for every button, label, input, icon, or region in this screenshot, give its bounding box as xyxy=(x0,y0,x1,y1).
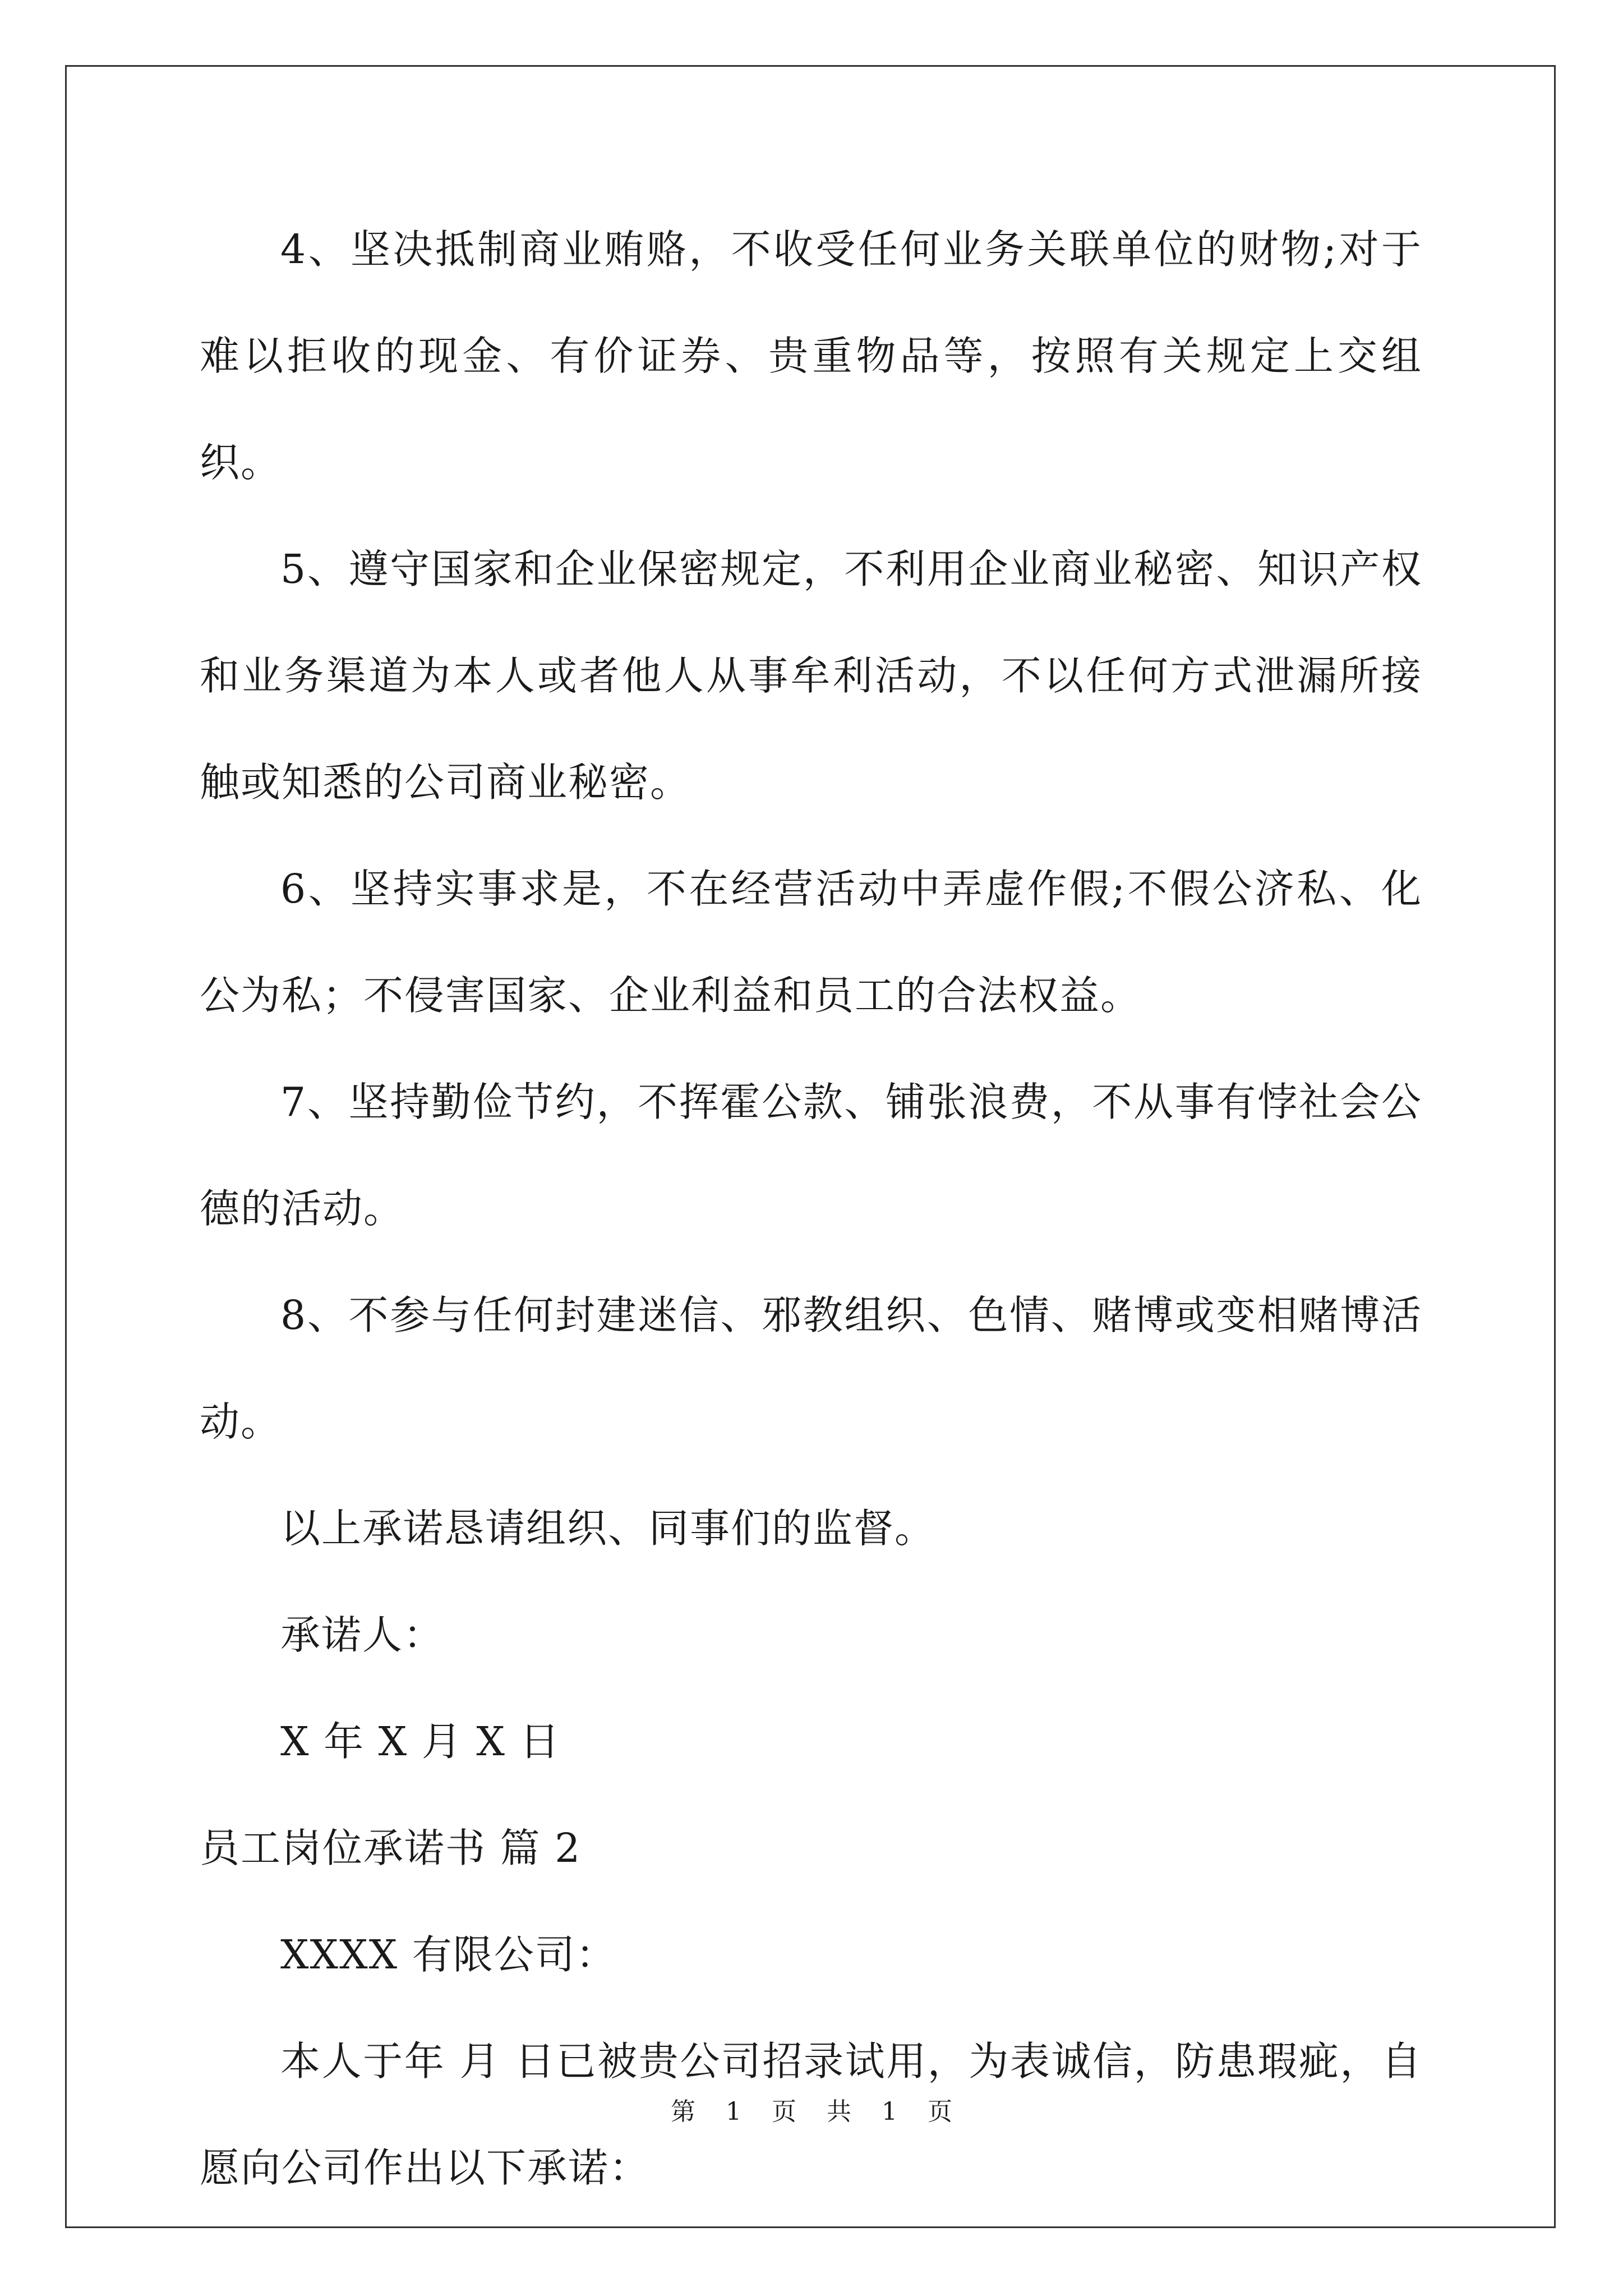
paragraph-item-4: 4、坚决抵制商业贿赂，不收受任何业务关联单位的财物;对于难以拒收的现金、有价证券、贵重物品等，按照有关规定上交组织。 xyxy=(200,226,1422,486)
date-line: X 年 X 月 X 日 xyxy=(280,1718,561,1765)
paragraph-item-7: 7、坚持勤俭节约，不挥霍公款、铺张浪费，不从事有悖社会公德的活动。 xyxy=(200,1079,1422,1232)
section-heading: 员工岗位承诺书 篇 2 xyxy=(200,1825,582,1871)
addressee-line: XXXX 有限公司： xyxy=(280,1931,617,1978)
page-footer: 第 1 页 共 1 页 xyxy=(671,2097,952,2126)
paragraph-item-6: 6、坚持实事求是，不在经营活动中弄虚作假;不假公济私、化公为私；不侵害国家、企业利益和员工的合法权益。 xyxy=(200,866,1422,1019)
document-body xyxy=(200,196,1422,2221)
paragraph-item-5: 5、遵守国家和企业保密规定，不利用企业商业秘密、知识产权和业务渠道为本人或者他人从事牟利活动，不以任何方式泄漏所接触或知悉的公司商业秘密。 xyxy=(200,546,1422,806)
paragraph-item-8: 8、不参与任何封建迷信、邪教组织、色情、赌博或变相赌博活动。 xyxy=(200,1292,1422,1445)
signature-label: 承诺人： xyxy=(280,1612,445,1658)
paragraph-supervision: 以上承诺恳请组织、同事们的监督。 xyxy=(280,1505,936,1552)
paragraph-intro: 本人于年 月 日已被贵公司招录试用，为表诚信，防患瑕疵，自愿向公司作出以下承诺： xyxy=(200,2038,1422,2191)
